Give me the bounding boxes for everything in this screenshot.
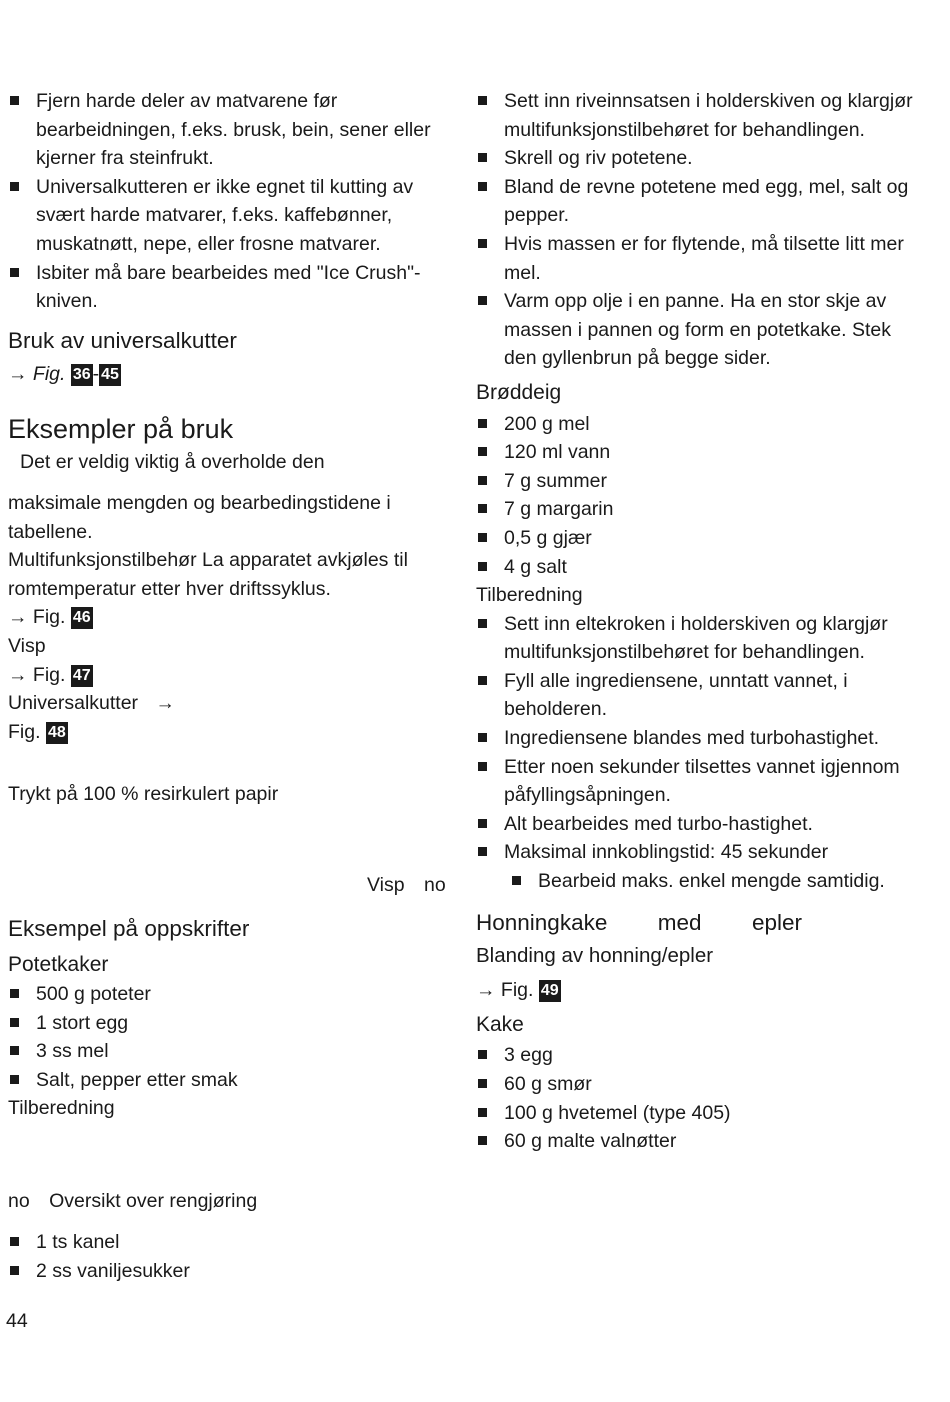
fig-label: Fig.	[32, 663, 66, 686]
tilberedning-label: Tilberedning	[476, 584, 583, 607]
extra-list	[8, 1228, 448, 1285]
broddeig-list	[476, 410, 926, 582]
potet-steps	[476, 87, 926, 373]
arrow-icon: →	[155, 692, 175, 715]
list-item: Etter noen sekunder tilsettes vannet igjennom påfyllingsåpningen.	[476, 753, 926, 810]
potetkaker-label: Potetkaker	[8, 953, 109, 976]
list-item: 7 g margarin	[476, 495, 926, 524]
list-item: 120 ml vann	[476, 438, 926, 467]
footer-visp-no	[367, 871, 446, 900]
fig-ref-47	[8, 661, 448, 690]
extra-section	[8, 1228, 448, 1285]
kake-list	[476, 1041, 926, 1155]
brod-steps	[476, 610, 926, 867]
visp-label: Visp	[8, 634, 46, 657]
oversikt-label: Oversikt over rengjøring	[49, 1190, 258, 1212]
range-dash: -	[92, 362, 100, 385]
list-item: Fjern harde deler av matvarene før bearbeidningen, f.eks. brusk, bein, sener eller kjerner fra steinfrukt.	[8, 87, 448, 173]
list-item: Varm opp olje i en panne. Ha en stor skje av massen i pannen og form en potetkake. Stek den gyllenbrun på begge sider.	[476, 287, 926, 373]
recipes-section	[8, 914, 448, 1123]
trykt-text: Trykt på 100 % resirkulert papir	[8, 783, 279, 806]
honning-word: med	[657, 909, 702, 935]
oppskrifter-heading: Eksempel på oppskrifter	[8, 916, 250, 941]
list-item: Skrell og riv potetene.	[476, 144, 926, 173]
list-item: 7 g summer	[476, 467, 926, 496]
list-item: Isbiter må bare bearbeides med "Ice Crush"-kniven.	[8, 259, 448, 316]
list-item: 1 stort egg	[8, 1009, 448, 1038]
fig-number-badge: 46	[71, 607, 93, 629]
fig-ref-46	[8, 603, 448, 632]
universal-label: Universalkutter	[8, 692, 139, 715]
honning-word: Honningkake	[476, 909, 608, 935]
brod-sub-list	[476, 867, 926, 896]
list-item: Hvis massen er for flytende, må tilsette litt mer mel.	[476, 230, 926, 287]
honning-heading	[476, 908, 802, 938]
list-item: Sett inn eltekroken i holderskiven og klargjør multifunksjonstilbehøret for behandlingen.	[476, 610, 926, 667]
list-item: Ingrediensene blandes med turbohastighet.	[476, 724, 926, 753]
list-item: 60 g smør	[476, 1070, 926, 1099]
bruk-heading: Bruk av universalkutter	[8, 327, 237, 353]
kake-label: Kake	[476, 1012, 524, 1036]
fig-ref-49	[476, 976, 926, 1005]
fig-number-badge: 36	[71, 364, 93, 386]
list-item: 3 egg	[476, 1041, 926, 1070]
arrow-icon: →	[476, 979, 496, 1002]
fig-label: Fig.	[32, 362, 66, 385]
eksempler-line: Det er veldig viktig å overholde den	[20, 451, 325, 474]
eksempler-text: maksimale mengden og bearbedingstidene i tabellene.	[8, 491, 391, 543]
right-column	[476, 87, 926, 1156]
list-item: 60 g malte valnøtter	[476, 1127, 926, 1156]
eksempler-heading: Eksempler på bruk	[8, 414, 234, 445]
fig-label: Fig.	[32, 606, 66, 629]
fig-number-badge: 47	[71, 665, 93, 687]
list-item: 500 g poteter	[8, 980, 448, 1009]
intro-bullets	[8, 87, 448, 316]
list-item: Bearbeid maks. enkel mengde samtidig.	[510, 867, 926, 896]
broddeig-label: Brøddeig	[476, 380, 562, 404]
list-item: 200 g mel	[476, 410, 926, 439]
list-item: 2 ss vaniljesukker	[8, 1257, 448, 1286]
fig-label: Fig.	[500, 979, 534, 1002]
tilberedning-label: Tilberedning	[8, 1097, 115, 1120]
arrow-icon: →	[8, 362, 28, 385]
fig-ref-36-45	[8, 360, 448, 389]
footer-visp: Visp	[367, 874, 405, 896]
list-item: Universalkutteren er ikke egnet til kutting av svært harde matvarer, f.eks. kaffebønner, muskatnøtt, nepe, eller frosne matvarer.	[8, 173, 448, 259]
page-number: 44	[6, 1310, 28, 1332]
fig-ref-48	[8, 718, 448, 747]
footer-no: no	[424, 874, 446, 896]
list-item: 3 ss mel	[8, 1037, 448, 1066]
fig-number-badge: 49	[539, 980, 561, 1002]
fig-label: Fig.	[8, 720, 41, 743]
list-item: Salt, pepper etter smak	[8, 1066, 448, 1095]
list-item: Fyll alle ingrediensene, unntatt vannet, i beholderen.	[476, 667, 926, 724]
list-item: 4 g salt	[476, 553, 926, 582]
fig-number-badge: 48	[46, 722, 68, 744]
list-item: Alt bearbeides med turbo-hastighet.	[476, 810, 926, 839]
list-item: Bland de revne potetene med egg, mel, salt og pepper.	[476, 173, 926, 230]
list-item: 0,5 g gjær	[476, 524, 926, 553]
arrow-icon: →	[8, 663, 28, 686]
list-item: 1 ts kanel	[8, 1228, 448, 1257]
fig-number-badge: 45	[99, 364, 121, 386]
arrow-icon: →	[8, 606, 28, 629]
universal-line	[8, 689, 448, 718]
oversikt-line	[8, 1187, 257, 1216]
potetkaker-list	[8, 980, 448, 1094]
multi-text: Multifunksjonstilbehør La apparatet avkjøles til romtemperatur etter hver driftssyklus.	[8, 549, 408, 600]
list-item: 100 g hvetemel (type 405)	[476, 1099, 926, 1128]
oversikt-no: no	[8, 1190, 30, 1212]
list-item: Sett inn riveinnsatsen i holderskiven og klargjør multifunksjonstilbehøret for behandlingen.	[476, 87, 926, 144]
honning-word: epler	[751, 909, 802, 935]
blanding-label: Blanding av honning/epler	[476, 943, 714, 967]
list-item: Maksimal innkoblingstid: 45 sekunder	[476, 838, 926, 867]
left-column	[8, 87, 448, 809]
